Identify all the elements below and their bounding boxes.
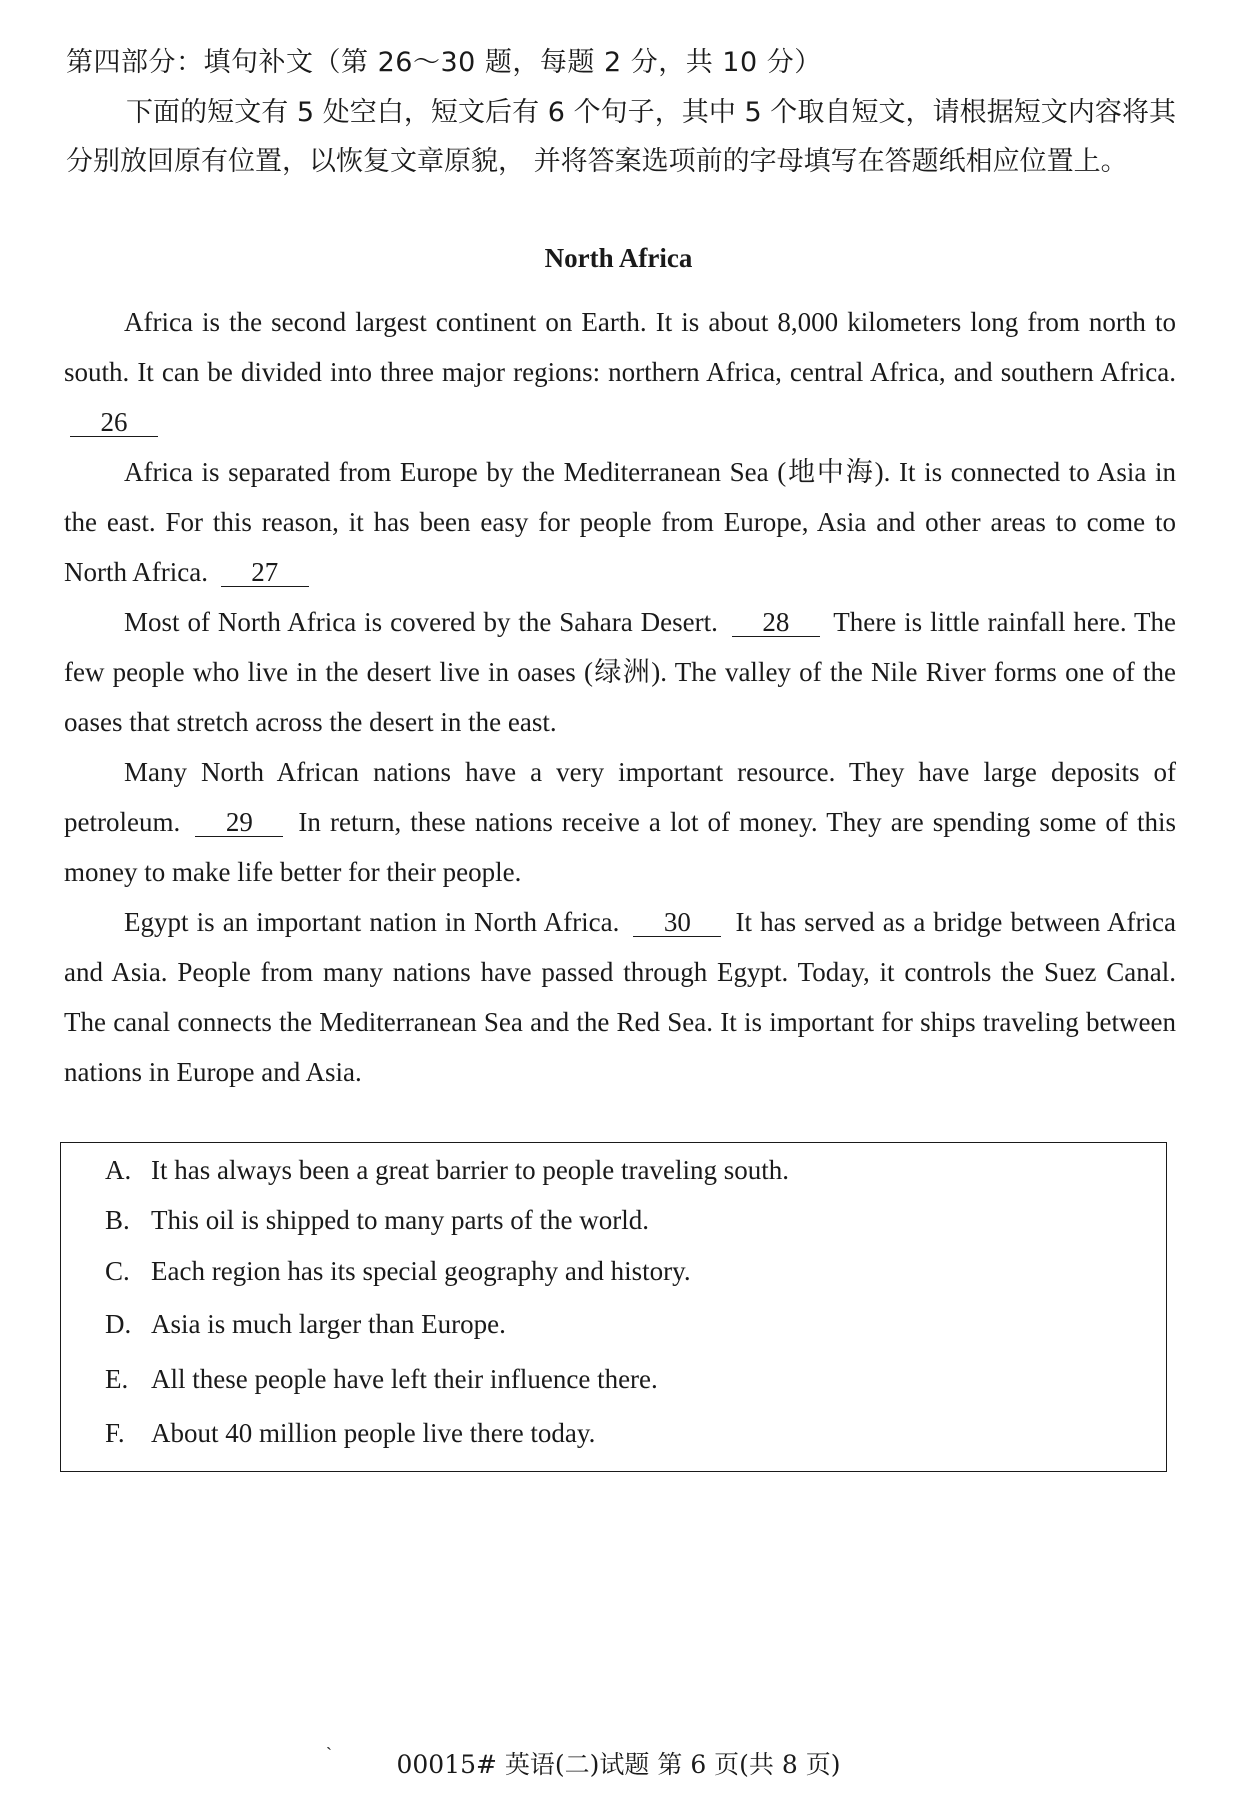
- option-text: This oil is shipped to many parts of the world.: [151, 1205, 649, 1235]
- paragraph-4: [64, 747, 1176, 897]
- paragraph-4-before: Many North African nations have a very important resource. They have large deposits of petroleum.: [64, 757, 1176, 837]
- option-letter: A.: [105, 1155, 132, 1185]
- paragraph-4-after: In return, these nations receive a lot of money. They are spending some of this money to make life better for their people.: [64, 807, 1177, 887]
- instructions-text: 下面的短文有 5 处空白，短文后有 6 个句子，其中 5 个取自短文，请根据短文内容将其分别放回原有位置，以恢复文章原貌， 并将答案选项前的字母填写在答题纸相应位置上。: [66, 97, 1176, 177]
- passage-title: North Africa: [544, 243, 693, 273]
- paragraph-2: [64, 447, 1176, 597]
- paragraph-1: [64, 297, 1176, 447]
- option-letter: F.: [105, 1418, 125, 1448]
- option-letter: D.: [105, 1309, 132, 1339]
- options-box: [60, 1142, 1167, 1472]
- option-text: Asia is much larger than Europe.: [151, 1309, 506, 1339]
- option-letter: E.: [105, 1364, 129, 1394]
- blank-28: 28: [732, 608, 820, 637]
- option-text: About 40 million people live there today.: [151, 1418, 596, 1448]
- option-text: All these people have left their influence there.: [151, 1364, 658, 1394]
- option-d: [105, 1309, 506, 1340]
- section-heading: 第四部分：填句补文（第 26～30 题，每题 2 分，共 10 分）: [66, 47, 822, 78]
- paragraph-5-before: Egypt is an important nation in North Africa.: [124, 907, 620, 937]
- option-a: [105, 1155, 789, 1186]
- blank-29: 29: [195, 808, 283, 837]
- page-footer: 00015# 英语(二)试题 第 6 页(共 8 页): [396, 1750, 841, 1779]
- option-c: [105, 1256, 691, 1287]
- blank-26: 26: [70, 408, 158, 437]
- option-b: [105, 1205, 649, 1236]
- paragraph-3-after: There is little rainfall here. The few people who live in the desert live in oases (绿洲). The valley of the Nile River forms one of the oases that stretch across the desert in the east.: [64, 607, 1177, 737]
- option-letter: C.: [105, 1256, 130, 1286]
- paragraph-3-before: Most of North Africa is covered by the Sahara Desert.: [124, 607, 718, 637]
- paragraph-5: [64, 897, 1176, 1097]
- option-text: It has always been a great barrier to people traveling south.: [151, 1155, 790, 1185]
- paragraph-3: [64, 597, 1176, 747]
- paragraph-2-text: Africa is separated from Europe by the Mediterranean Sea (地中海). It is connected to Asia in the east. For this reason, it has been easy for people from Europe, Asia and other areas to come to North Africa.: [64, 457, 1176, 587]
- paragraph-1-text: Africa is the second largest continent on Earth. It is about 8,000 kilometers long from north to south. It can be divided into three major regions: northern Africa, central Africa, and southern Africa.: [64, 307, 1176, 387]
- paragraph-5-after: It has served as a bridge between Africa and Asia. People from many nations have passed through Egypt. Today, it controls the Suez Canal. The canal connects the Mediterranean Sea and the Red Sea. It is important for ships traveling between nations in Europe and Asia.: [64, 907, 1176, 1087]
- blank-30: 30: [633, 908, 721, 937]
- option-f: [105, 1418, 595, 1449]
- option-text: Each region has its special geography and history.: [151, 1256, 691, 1286]
- passage-body: [64, 297, 1176, 1097]
- option-e: [105, 1364, 658, 1395]
- blank-27: 27: [221, 558, 309, 587]
- option-letter: B.: [105, 1205, 130, 1235]
- stray-mark: `: [326, 1744, 332, 1764]
